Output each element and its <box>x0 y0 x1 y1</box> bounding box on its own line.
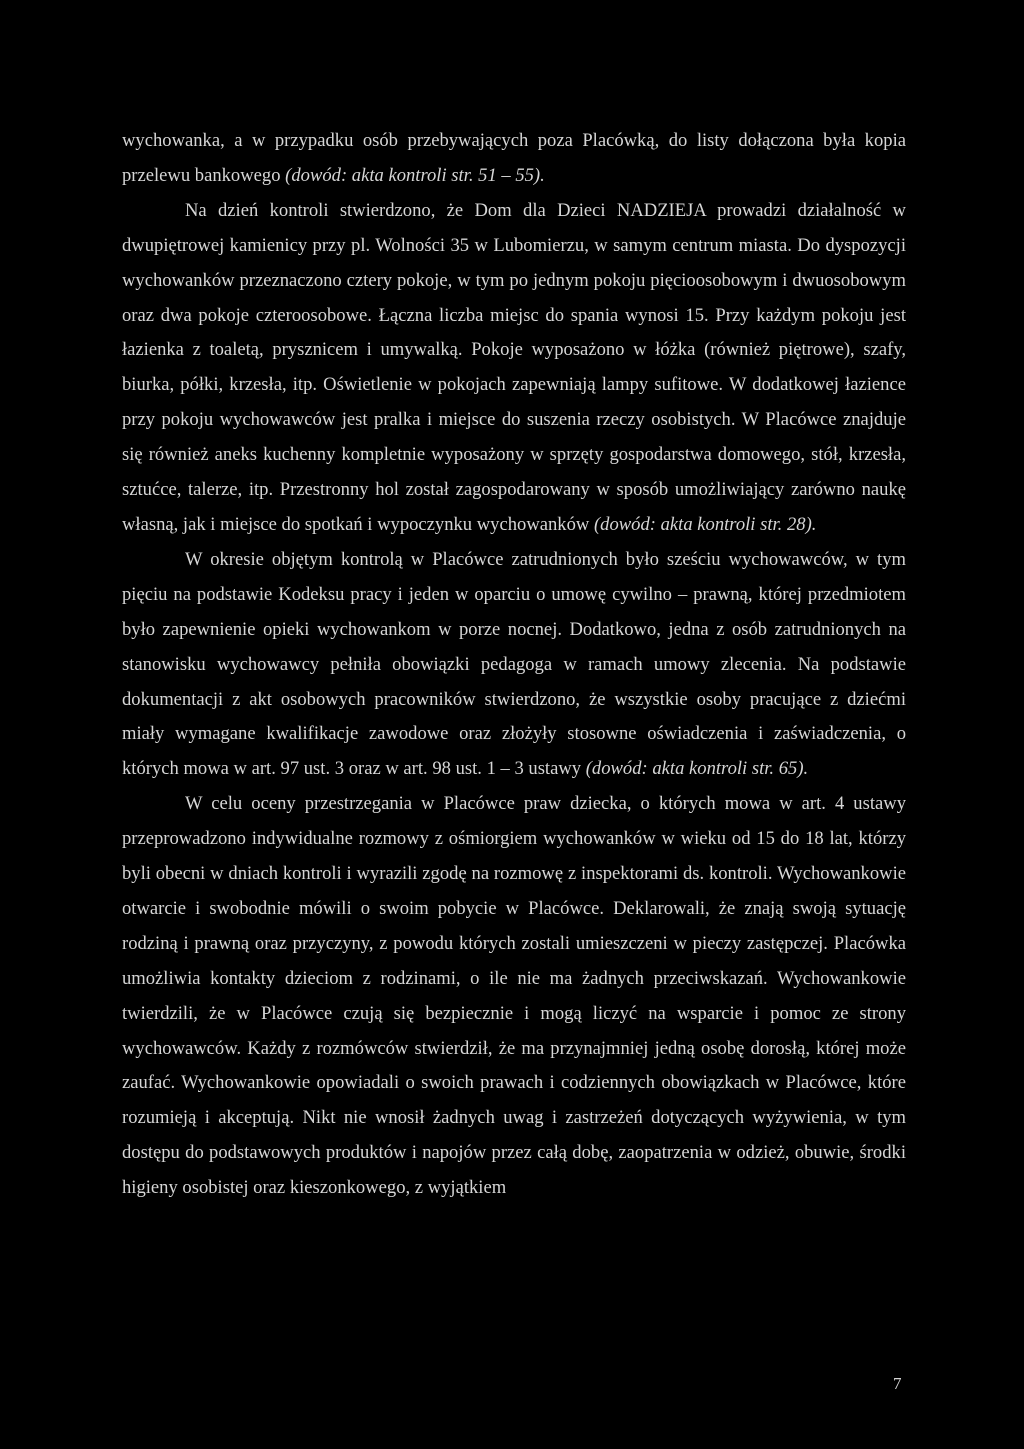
document-body <box>122 124 906 1206</box>
paragraph-4-text: W celu oceny przestrzegania w Placówce praw dziecka, o których mowa w art. 4 ustawy przeprowadzono indywidualne rozmowy z ośmiorgiem wychowanków w wieku od 15 do 18 lat, którzy byli obecni w dniach kontroli i wyrazili zgodę na rozmowę z inspektorami ds. kontroli. Wychowankowie otwarcie i swobodnie mówili o swoim pobycie w Placówce. Deklarowali, że znają swoją sytuację rodziną i prawną oraz przyczyny, z powodu których zostali umieszczeni w pieczy zastępczej. Placówka umożliwia kontakty dzieciom z rodzinami, o ile nie ma żadnych przeciwskazań. Wychowankowie twierdzili, że w Placówce czują się bezpiecznie i mogą liczyć na wsparcie i pomoc ze strony wychowawców. Każdy z rozmówców stwierdził, że ma przynajmniej jedną osobę dorosłą, której może zaufać. Wychowankowie opowiadali o swoich prawach i codziennych obowiązkach w Placówce, które rozumieją i akceptują. Nikt nie wnosił żadnych uwag i zastrzeżeń dotyczących wyżywienia, w tym dostępu do podstawowych produktów i napojów przez całą dobę, zaopatrzenia w odzież, obuwie, środki higieny osobistej oraz kieszonkowego, z wyjątkiem <box>122 793 906 1199</box>
paragraph-2-text: Na dzień kontroli stwierdzono, że Dom dla Dzieci NADZIEJA prowadzi działalność w dwupiętrowej kamienicy przy pl. Wolności 35 w Lubomierzu, w samym centrum miasta. Do dyspozycji wychowanków przeznaczono cztery pokoje, w tym po jednym pokoju pięcioosobowym i dwuosobowym oraz dwa pokoje czteroosobowe. Łączna liczba miejsc do spania wynosi 15. Przy każdym pokoju jest łazienka z toaletą, prysznicem i umywalką. Pokoje wyposażono w łóżka (również piętrowe), szafy, biurka, półki, krzesła, itp. Oświetlenie w pokojach zapewniają lampy sufitowe. W dodatkowej łazience przy pokoju wychowawców jest pralka i miejsce do suszenia rzeczy osobistych. W Placówce znajduje się również aneks kuchenny kompletnie wyposażony w sprzęty gospodarstwa domowego, stół, krzesła, sztućce, talerze, itp. Przestronny hol został zagospodarowany w sposób umożliwiający zarówno naukę własną, jak i miejsce do spotkań i wypoczynku wychowanków <box>122 199 906 535</box>
paragraph-2 <box>122 194 906 543</box>
paragraph-1-text: wychowanka, a w przypadku osób przebywających poza Placówką, do listy dołączona była kopia przelewu bankowego <box>122 130 906 186</box>
paragraph-4 <box>122 787 906 1206</box>
paragraph-3-text: W okresie objętym kontrolą w Placówce zatrudnionych było sześciu wychowawców, w tym pięciu na podstawie Kodeksu pracy i jeden w oparciu o umowę cywilno – prawną, której przedmiotem było zapewnienie opieki wychowankom w porze nocnej. Dodatkowo, jedna z osób zatrudnionych na stanowisku wychowawcy pełniła obowiązki pedagoga w ramach umowy zlecenia. Na podstawie dokumentacji z akt osobowych pracowników stwierdzono, że wszystkie osoby pracujące z dziećmi miały wymagane kwalifikacje zawodowe oraz złożyły stosowne oświadczenia i zaświadczenia, o których mowa w art. 97 ust. 3 oraz w art. 98 ust. 1 – 3 ustawy <box>122 548 906 780</box>
paragraph-3 <box>122 543 906 787</box>
evidence-reference-1: (dowód: akta kontroli str. 51 – 55). <box>285 164 545 186</box>
evidence-reference-3: (dowód: akta kontroli str. 65). <box>585 758 809 780</box>
evidence-reference-2: (dowód: akta kontroli str. 28). <box>593 513 817 535</box>
page-number: 7 <box>893 1374 902 1393</box>
paragraph-1 <box>122 124 906 194</box>
